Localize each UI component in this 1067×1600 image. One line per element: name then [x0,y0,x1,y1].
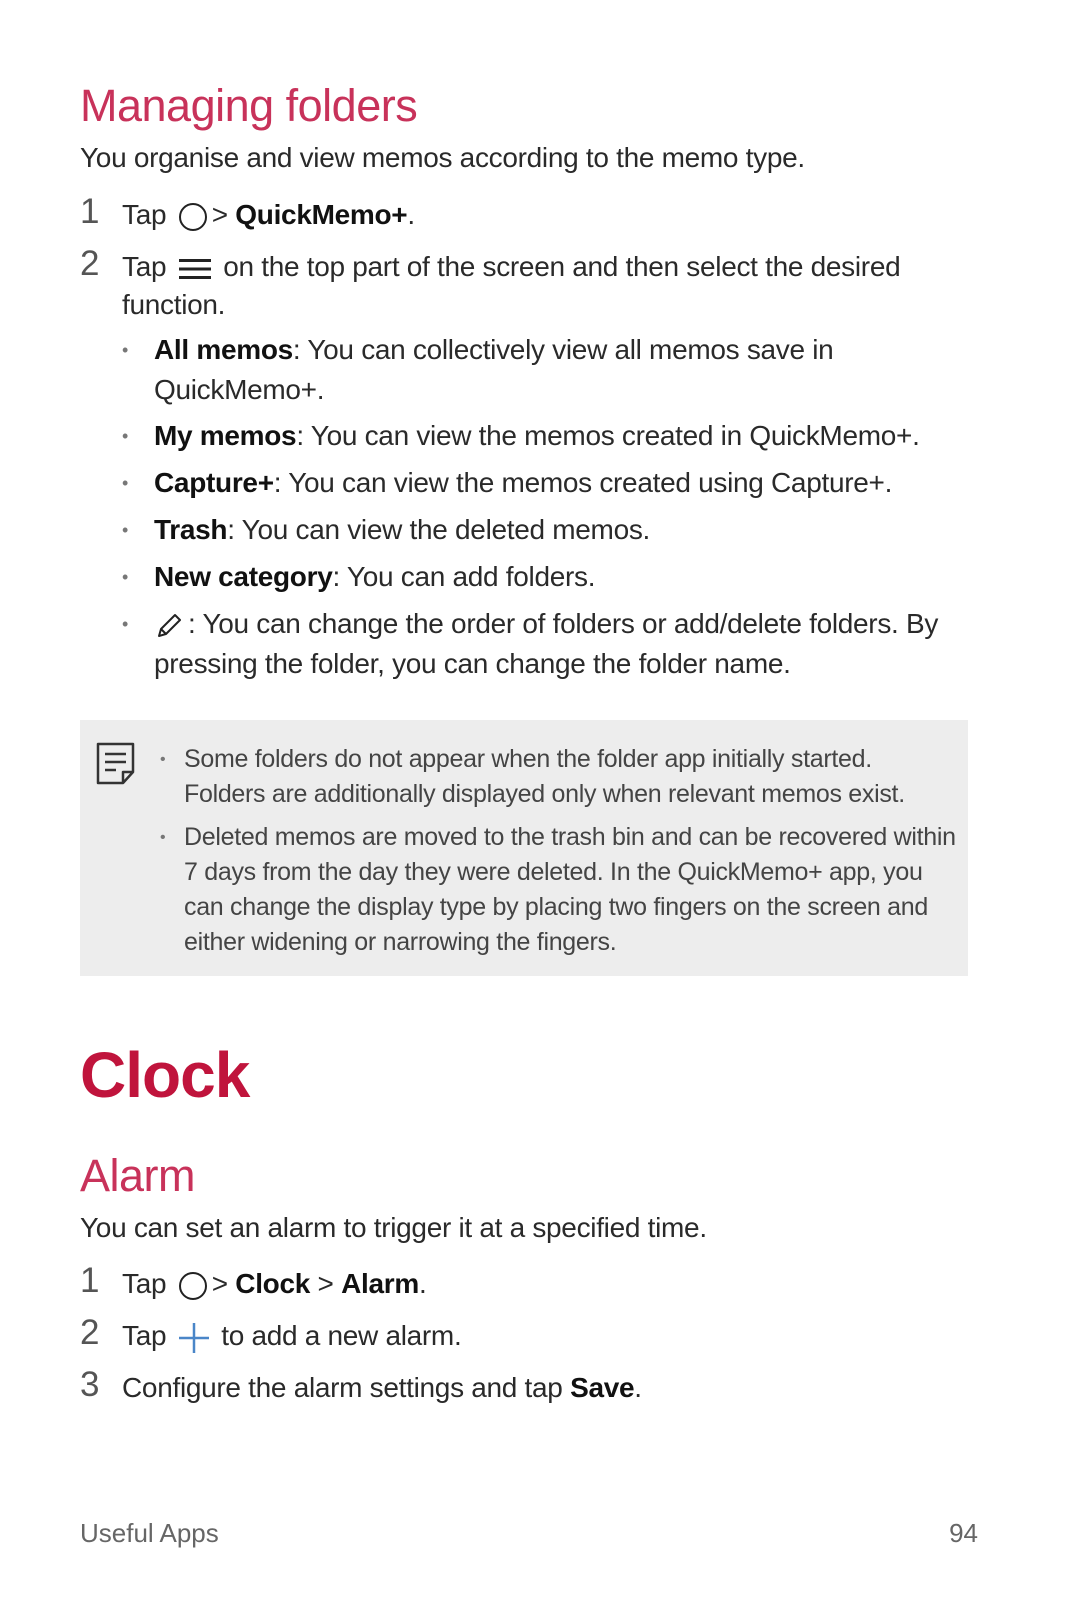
separator: > [317,1268,334,1299]
term: All memos [154,334,293,365]
bullet-dot: • [160,751,166,768]
plus-icon [178,1322,210,1354]
step-text: Configure the alarm settings and tap [122,1372,563,1403]
bullet-dot: • [122,340,129,360]
footer-section: Useful Apps [80,1518,219,1548]
step-text-cont: function. [122,289,226,320]
bullet-dot: • [122,520,129,540]
desc: : You can view the memos created in QuickMemo+. [296,420,920,451]
step-number: 1 [80,192,100,231]
home-circle-icon [178,1271,208,1301]
step-text: Tap [122,199,167,230]
intro-text: You can set an alarm to trigger it at a specified time. [80,1212,707,1243]
step-text: Tap [122,1320,167,1351]
step-text: Tap [122,251,167,282]
intro-text: You organise and view memos according to the memo type. [80,142,805,173]
note-box [80,720,968,976]
term: Trash [154,514,228,545]
separator: > [211,199,228,230]
menu-name: Alarm [341,1268,419,1299]
punct: . [407,199,415,230]
desc: : You can add folders. [332,561,596,592]
step-number: 3 [80,1365,100,1404]
bullet-dot: • [160,829,166,846]
pencil-icon [154,611,184,641]
note-icon [96,742,136,786]
button-name: Save [570,1372,635,1403]
note-text: Some folders do not appear when the folder app initially started. Folders are additionally displayed only when relevant memos exist. [184,745,905,808]
chapter-title: Clock [80,1039,250,1111]
step-text-cont: on the top part of the screen and then select the desired [223,251,901,282]
term: Capture+ [154,467,274,498]
punct: . [634,1372,642,1403]
section-heading: Managing folders [80,80,418,131]
step-text-cont: to add a new alarm. [221,1320,462,1351]
desc: QuickMemo+. [154,374,325,405]
desc: : You can view the deleted memos. [227,514,651,545]
app-name: QuickMemo+ [235,199,408,230]
step-number: 2 [80,1313,100,1352]
app-name: Clock [235,1268,311,1299]
step-number: 2 [80,244,100,283]
note-text: Deleted memos are moved to the trash bin and can be recovered within 7 days from the day they were deleted. In the QuickMemo+ app, you can change the display type by placing two fingers on the screen and either widening or narrowing the fingers. [184,823,956,956]
step-number: 1 [80,1261,100,1300]
bullet-dot: • [122,473,129,493]
bullet-dot: • [122,426,129,446]
term: New category [154,561,333,592]
home-circle-icon [178,202,208,232]
page-number: 94 [949,1518,978,1548]
menu-icon [178,256,212,282]
bullet-dot: • [122,614,129,634]
desc: : You can view the memos created using Capture+. [273,467,893,498]
separator: > [211,1268,228,1299]
desc: pressing the folder, you can change the folder name. [154,648,791,679]
punct: . [418,1268,427,1299]
step-text: Tap [122,1268,167,1299]
bullet-dot: • [122,567,129,587]
desc: : You can change the order of folders or add/delete folders. By [188,608,939,639]
section-heading: Alarm [80,1150,196,1201]
desc: : You can collectively view all memos save in [292,334,834,365]
term: My memos [154,420,297,451]
